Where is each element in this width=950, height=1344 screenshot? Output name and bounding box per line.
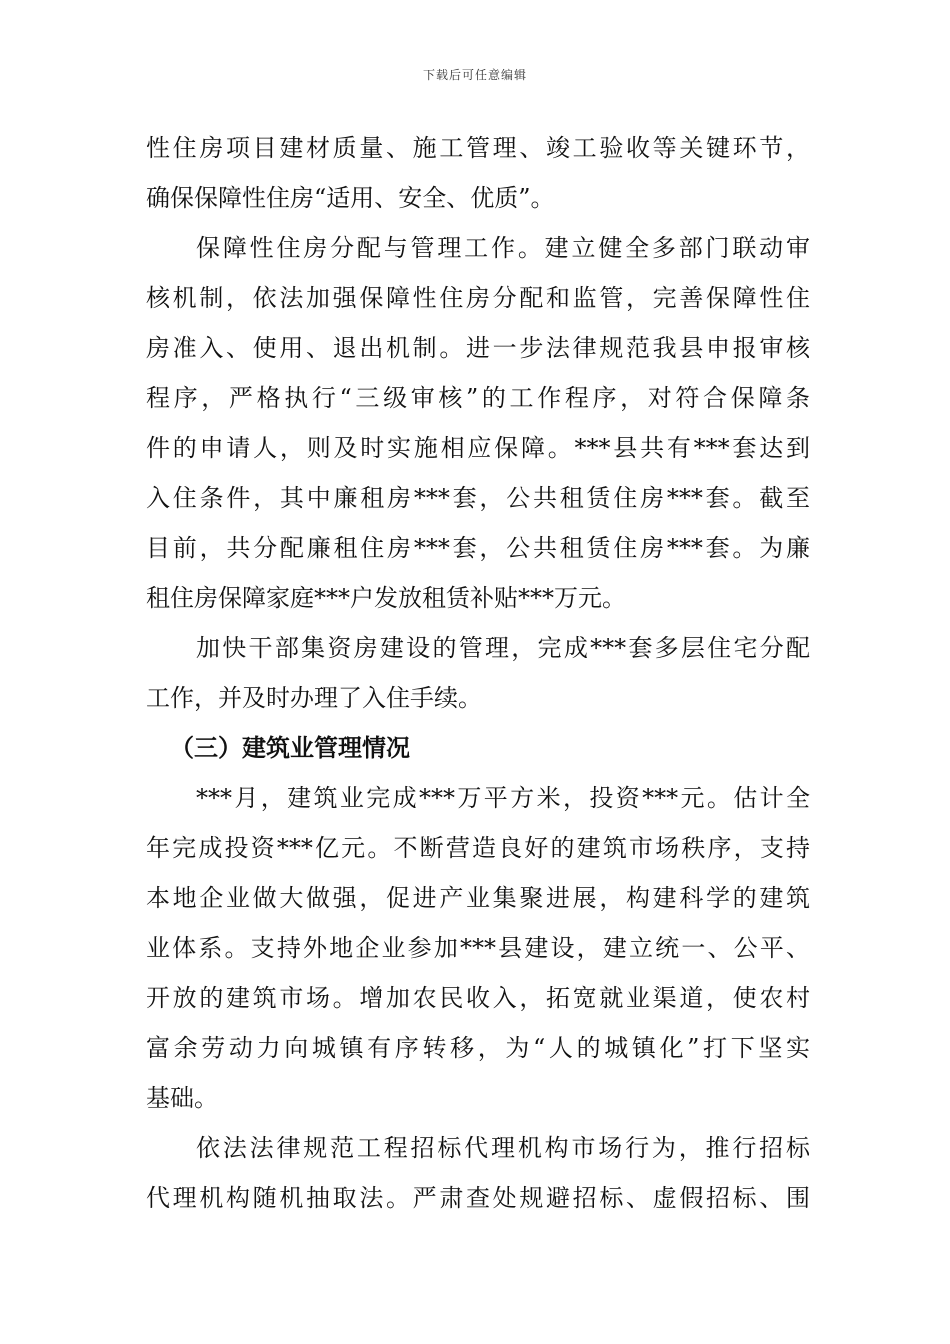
text-line: 基础。 [146, 1084, 218, 1112]
text-line: 依法法律规范工程招标代理机构市场行为，推行招标 [196, 1134, 810, 1162]
text-line: 本地企业做大做强，促进产业集聚进展，构建科学的建筑 [146, 884, 810, 912]
text-line: 入住条件，其中廉租房***套，公共租赁住房***套。截至 [146, 484, 810, 512]
text-line: 富余劳动力向城镇有序转移，为“人的城镇化”打下坚实 [146, 1034, 810, 1062]
text-line: 性住房项目建材质量、施工管理、竣工验收等关键环节， [146, 134, 810, 162]
text-line: 开放的建筑市场。增加农民收入，拓宽就业渠道，使农村 [146, 984, 810, 1012]
text-line: 租住房保障家庭***户发放租赁补贴***万元。 [146, 584, 626, 612]
section-heading: （三）建筑业管理情况 [170, 733, 410, 762]
text-line: 房准入、使用、退出机制。进一步法律规范我县申报审核 [146, 334, 810, 362]
text-line: 业体系。支持外地企业参加***县建设，建立统一、公平、 [146, 934, 810, 962]
text-line: 程序，严格执行“三级审核”的工作程序，对符合保障条 [146, 384, 810, 412]
text-line: 代理机构随机抽取法。严肃查处规避招标、虚假招标、围 [146, 1184, 810, 1212]
text-line: 确保保障性住房“适用、安全、优质”。 [146, 184, 555, 212]
text-line: ***月，建筑业完成***万平方米，投资***元。估计全 [196, 784, 810, 812]
text-line: 年完成投资***亿元。不断营造良好的建筑市场秩序，支持 [146, 834, 810, 862]
text-line: 件的申请人，则及时实施相应保障。***县共有***套达到 [146, 434, 810, 462]
text-line: 加快干部集资房建设的管理，完成***套多层住宅分配 [196, 634, 810, 662]
text-line: 保障性住房分配与管理工作。建立健全多部门联动审 [196, 234, 810, 262]
text-line: 目前，共分配廉租住房***套，公共租赁住房***套。为廉 [146, 534, 810, 562]
text-line: 核机制，依法加强保障性住房分配和监管，完善保障性住 [146, 284, 810, 312]
page-header: 下载后可任意编辑 [422, 68, 527, 82]
text-line: 工作，并及时办理了入住手续。 [146, 684, 482, 712]
document-body [146, 123, 810, 1223]
